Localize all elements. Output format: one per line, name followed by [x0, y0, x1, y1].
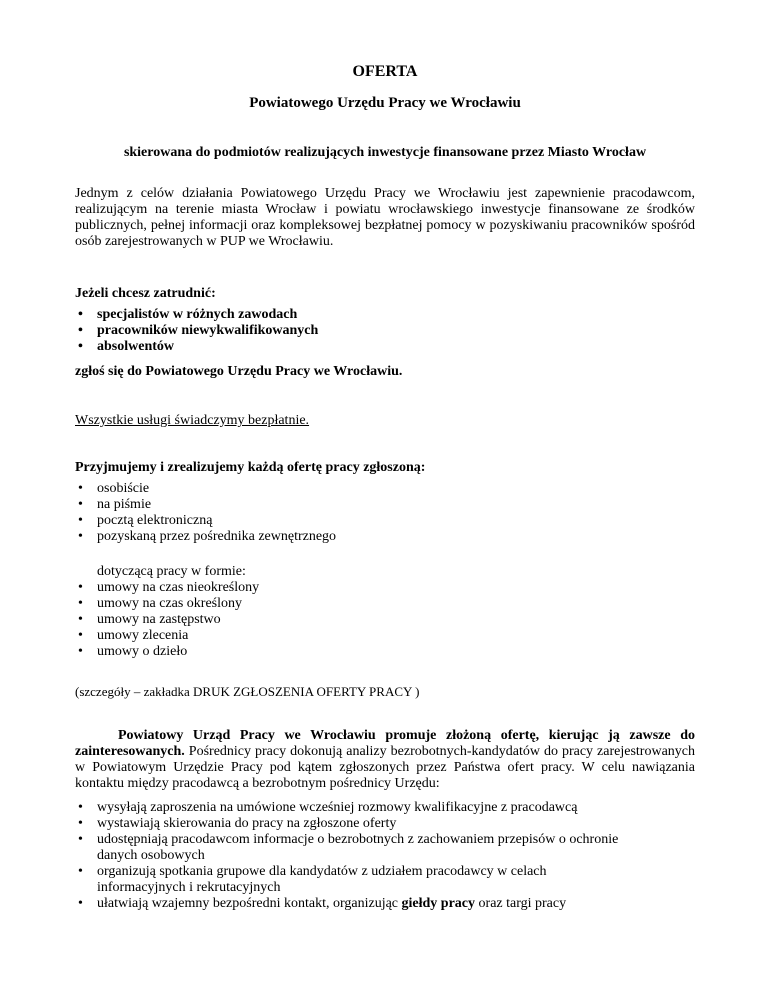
last-action-post: oraz targi pracy: [475, 896, 567, 911]
list-item: • umowy na czas nieokreślony: [75, 580, 695, 596]
accept-heading: Przyjmujemy i zrealizujemy każdą ofertę pracy zgłoszoną:: [75, 460, 426, 475]
list-item: • udostępniają pracodawcom informacje o bezrobotnych z zachowaniem przepisów o ochronie danych osobowych: [75, 832, 695, 864]
list-item: • wystawiają skierowania do pracy na zgłoszone oferty: [75, 816, 695, 832]
list-item: • pracowników niewykwalifikowanych: [75, 323, 695, 339]
list-item: • osobiście: [75, 481, 695, 497]
list-item: • na piśmie: [75, 497, 695, 513]
form-label: dotyczącą pracy w formie:: [97, 564, 246, 579]
list-item: • umowy na czas określony: [75, 596, 695, 612]
list-item: • wysyłają zaproszenia na umówione wcześniej rozmowy kwalifikacyjne z pracodawcą: [75, 800, 695, 816]
page-subtitle: Powiatowego Urzędu Pracy we Wrocławiu: [249, 95, 521, 111]
list-item: • umowy na zastępstwo: [75, 612, 695, 628]
free-services-note: Wszystkie usługi świadczymy bezpłatnie.: [75, 413, 310, 428]
intro-paragraph: Jednym z celów działania Powiatowego Urzędu Pracy we Wrocławiu jest zapewnienie pracodawcom, realizującym na terenie miasta Wrocław i powiatu wrocławskiego inwestycje finansowane ze środków publicznych, pełnej informacji oraz kompleksowej bezpłatnej pomocy w pozyskiwaniu pracowników spośród osób zarejestrowanych w PUP we Wrocławiu.: [75, 186, 695, 249]
list-item: • absolwentów: [75, 339, 695, 355]
hire-heading: Jeżeli chcesz zatrudnić:: [75, 286, 216, 301]
list-item: • pozyskaną przez pośrednika zewnętrznego: [75, 529, 695, 545]
channel-list: [75, 481, 695, 545]
promote-text: Pośrednicy pracy dokonują analizy bezrobotnych-kandydatów do pracy zarejestrowanych w Powiatowym Urzędzie Pracy pod kątem zgłoszonych przez Państwa ofert pracy. W celu nawiązania kontaktu między pracodawcą a bezrobotnym pośrednicy Urzędu:: [75, 744, 695, 791]
list-item: [75, 896, 695, 912]
list-item: • umowy o dzieło: [75, 644, 695, 660]
hire-footer: zgłoś się do Powiatowego Urzędu Pracy we Wrocławiu.: [75, 364, 403, 379]
page-title: OFERTA: [352, 63, 418, 80]
promote-paragraph: [75, 728, 695, 792]
details-note: (szczegóły – zakładka DRUK ZGŁOSZENIA OFERTY PRACY ): [75, 684, 420, 699]
form-list: [75, 580, 695, 660]
hire-list: [75, 307, 695, 355]
list-item: • organizują spotkania grupowe dla kandydatów z udziałem pracodawcy w celach informacyjnych i rekrutacyjnych: [75, 864, 695, 896]
last-action-pre: ułatwiają wzajemny bezpośredni kontakt, organizując: [97, 896, 402, 911]
promote-lead: Powiatowy Urząd Pracy we Wrocławiu promuje złożoną ofertę, kierując ją zawsze do zainteresowanych.: [75, 728, 695, 759]
last-action-bold: giełdy pracy: [401, 896, 476, 911]
actions-list: [75, 800, 695, 912]
list-item: • pocztą elektroniczną: [75, 513, 695, 529]
target-line: skierowana do podmiotów realizujących inwestycje finansowane przez Miasto Wrocław: [123, 145, 647, 160]
list-item: • umowy zlecenia: [75, 628, 695, 644]
list-item: • specjalistów w różnych zawodach: [75, 307, 695, 323]
